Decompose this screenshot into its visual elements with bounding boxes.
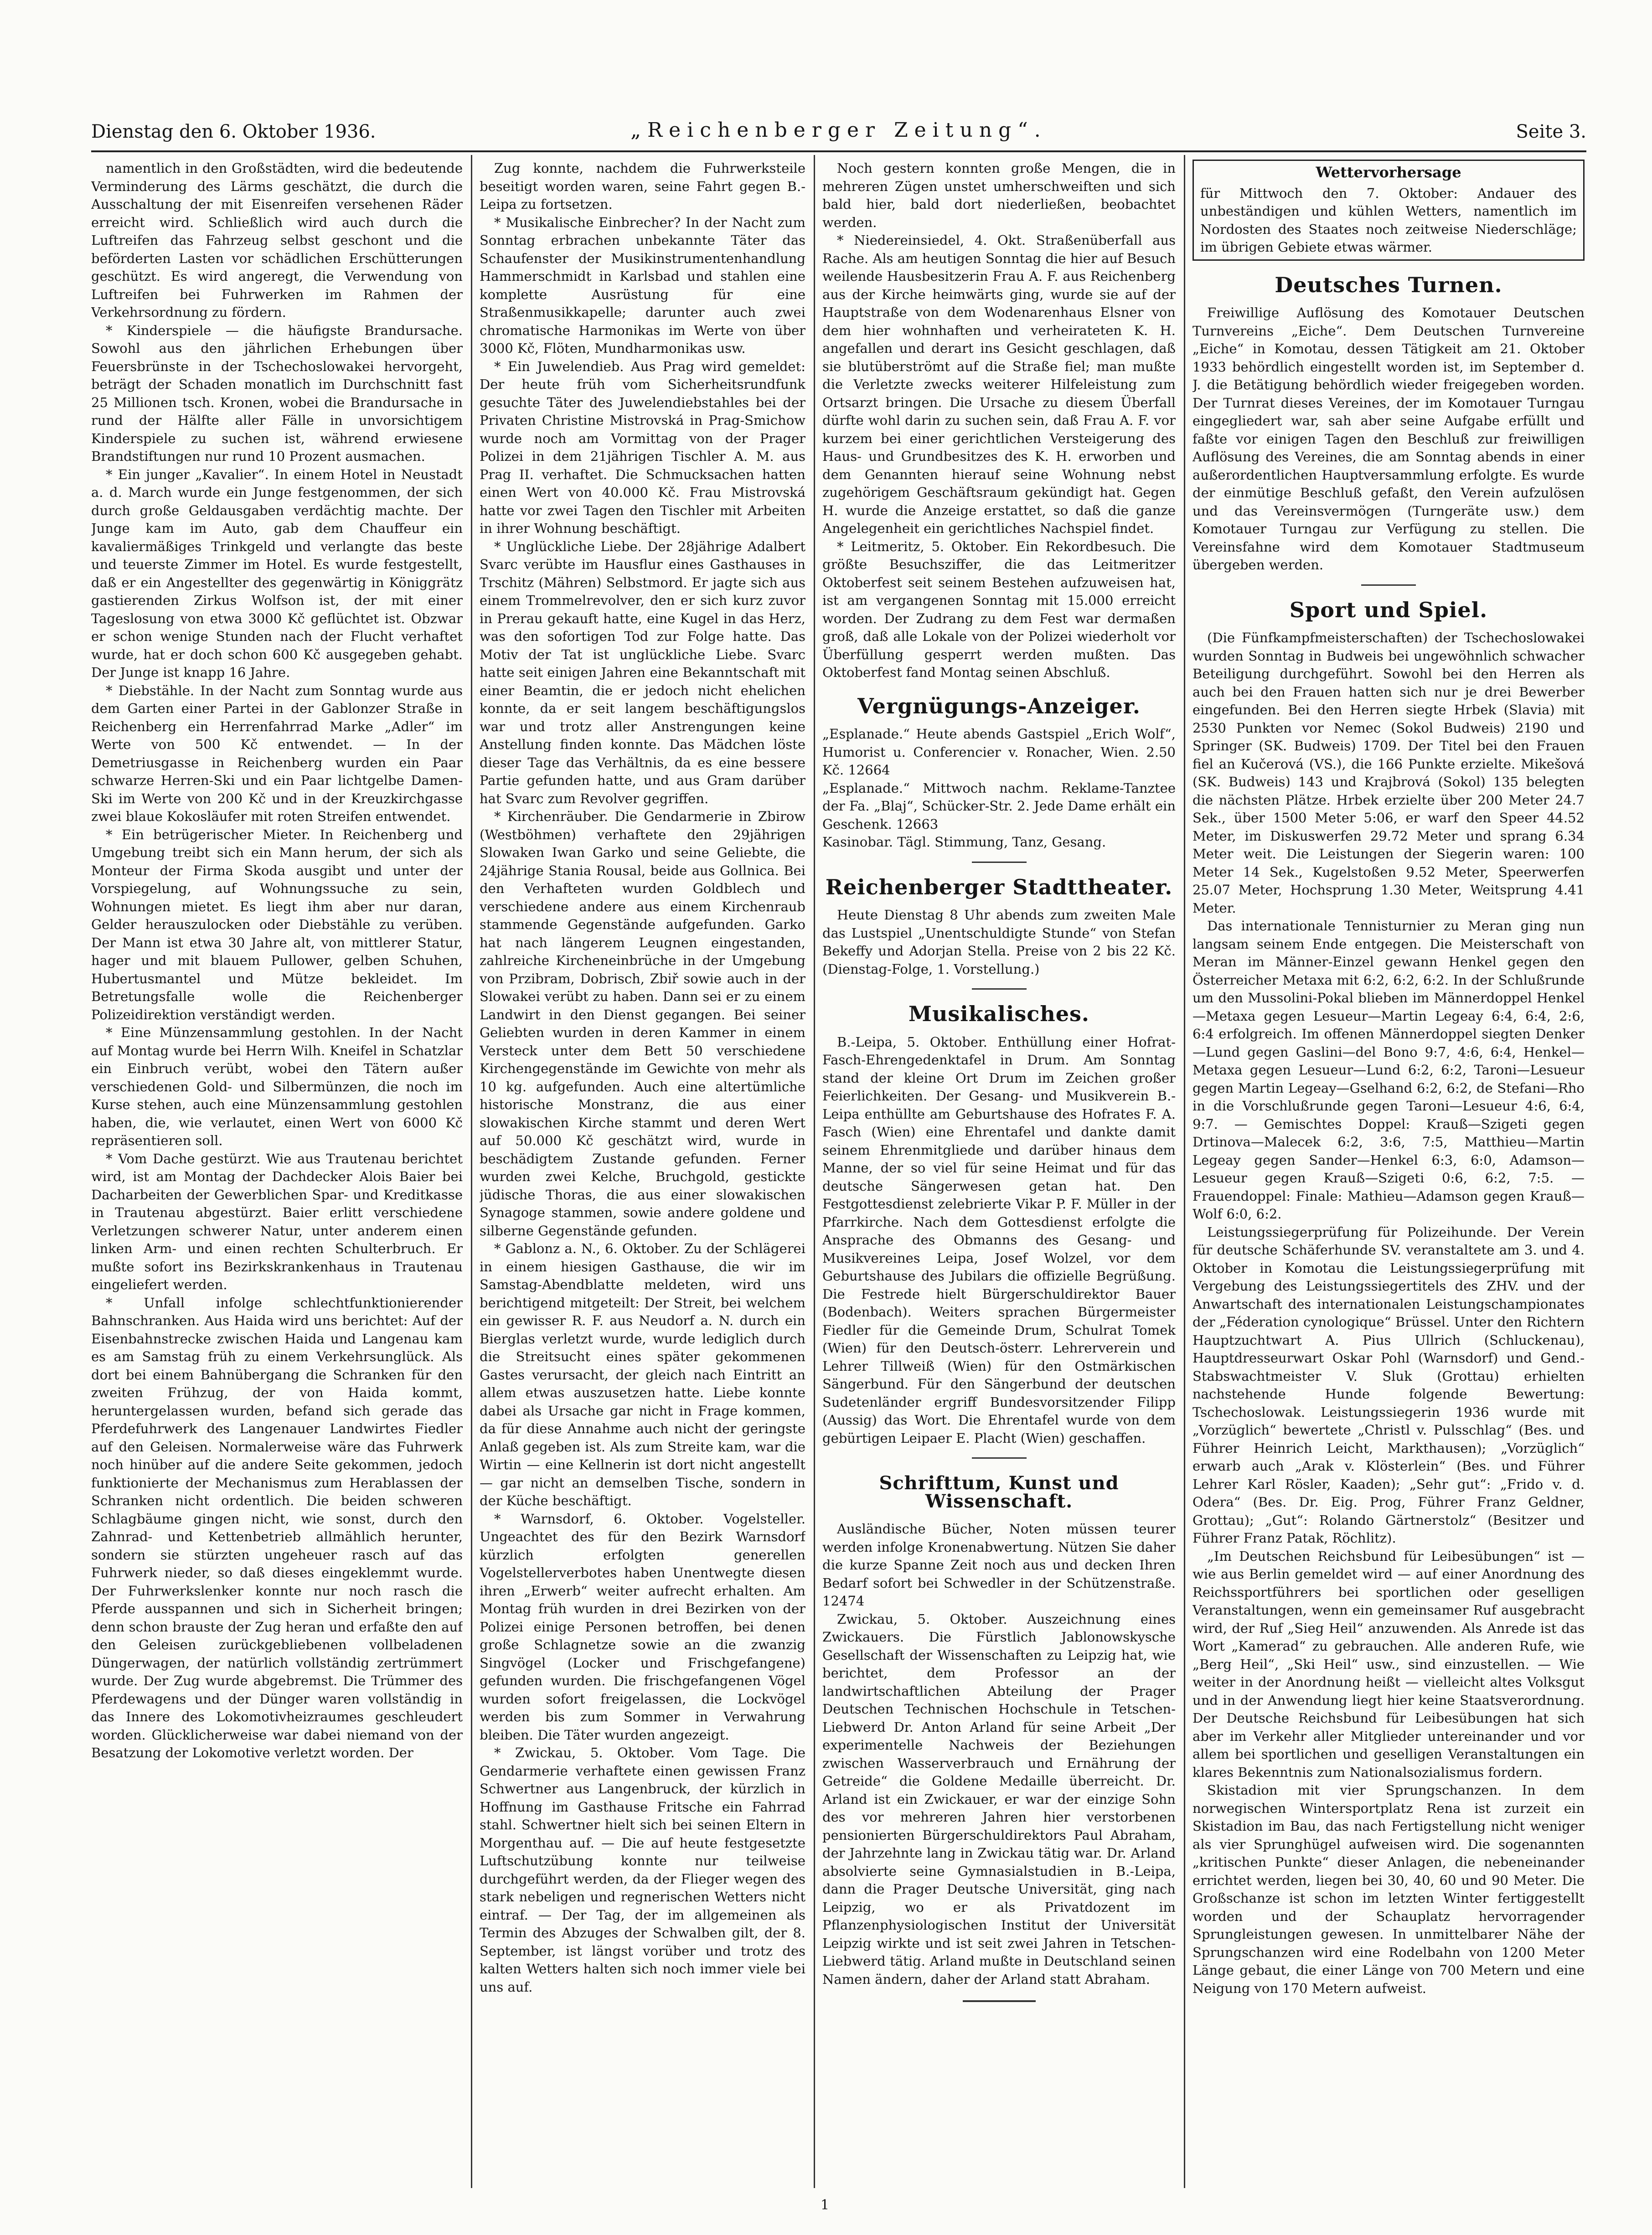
article-einbrecher: * Musikalische Einbrecher? In der Nacht zum Sonntag erbrachen unbekannte Täter das Schaufenster der Musikinstrumentenhandlung Hammerschmidt in Karlsbad und stahlen eine komplette Ausrüstung für eine Straßenmusikkapelle; darunter auch zwei chromatische Harmonikas im Werte von über 3000 Kč, Flöten, Mundharmonikas usw. [480, 214, 805, 356]
article-reichsbund: „Im Deutschen Reichsbund für Leibesübungen“ ist — wie aus Berlin gemeldet wird — auf einer Anordnung des Reichssportführers bei sportlichen oder geselligen Veranstaltungen, wenn ein gemeinsamer Ruf ausgebracht wird, der Ruf „Sieg Heil“ anzuwenden. Als Anrede ist das Wort „Kamerad“ zu gebrauchen. Alle anderen Rufe, wie „Berg Heil“, „Ski Heil“ usw., sind einzustellen. — Wie weiter in der Anordnung heißt — vielleicht altes Volksgut und in der Anwendung liegt hier keine Staatsverordnung. Der Deutsche Reichsbund für Leibesübungen hat sich aber im Verkehr aller Mitglieder untereinander und vor allem bei sportlichen und geselligen Veranstaltungen ein klares Bekenntnis zum Nationalsozialismus fordern. [1193, 1548, 1585, 1780]
column-1 [91, 160, 463, 2183]
article-kirchenraeuber: * Kirchenräuber. Die Gendarmerie in Zbirow (Westböhmen) verhaftete den 29jährigen Slowaken Iwan Garko und seine Geliebte, die 24jährige Stania Rousal, beide aus Gollnica. Bei den Verhafteten wurden Goldblech und verschiedene andere aus einem Kirchenraub stammende Gegenstände aufgefunden. Garko hat nach längerem Leugnen eingestanden, zahlreiche Kircheneinbrüche in der Umgebung von Przibram, Dobrisch, Zbiř sowie auch in der Slowakei verübt zu haben. Dann sei er zu einem Landwirt in den Dienst gegangen. Bei seiner Geliebten wurden in deren Kammer in einem Versteck unter dem Bett 50 verschiedene Kirchengegenstände im Gewichte von mehr als 10 kg. aufgefunden. Auch eine altertümliche historische Monstranz, die aus einer slowakischen Kirche stammt und deren Wert auf 50.000 Kč geschätzt wird, wurde in beschädigtem Zustande gefunden. Ferner wurden zwei Kelche, Bruchgold, gestickte jüdische Thoras, die aus einer slowakischen Synagoge stammen, sowie andere goldene und silberne Gegenstände gefunden. [480, 809, 805, 1239]
page-header [91, 115, 1586, 152]
article-juwelendieb: * Ein Juwelendieb. Aus Prag wird gemeldet: Der heute früh vom Sicherheitsrundfunk gesuchte Täter des Juwelendiebstahles bei der Privaten Christine Mistrovská in Prag-Smichow wurde noch am Vormittag von der Prager Polizei in dem 21jährigen Tischler A. M. aus Prag II. verhaftet. Die Schmucksachen hatten einen Wert von 40.000 Kč. Frau Mistrovská hatte vor zwei Tagen den Tischler mit Arbeiten in ihrer Wohnung beschäftigt. [480, 358, 805, 536]
article-kinderspiele: * Kinderspiele — die häufigste Brandursache. Sowohl aus den jährlichen Erhebungen über Feuersbrünste in der Tschechoslowakei hervorgeht, beträgt der Schaden monatlich im Durchschnitt fast 25 Millionen tsch. Kronen, wobei die Brandursache in rund der Hälfte aller Fälle in unvorsichtigem Kinderspiele zu suchen ist, während erwiesene Brandstiftungen nur rund 10 Prozent ausmachen. [91, 322, 463, 464]
article-books: Ausländische Bücher, Noten müssen teurer werden infolge Kronenabwertung. Nützen Sie daher die kurze Spanne Zeit noch aus und decken Ihren Bedarf sofort bei Schwedler in der Schützenstraße. 12474 [822, 1521, 1176, 1609]
article-continued: Noch gestern konnten große Mengen, die in mehreren Zügen unstet umherschweiften und sich bald hier, bald dort niederließen, beobachtet werden. [822, 160, 1176, 230]
advertisement: Kasinobar. Tägl. Stimmung, Tanz, Gesang. [822, 834, 1106, 850]
section-title: Musikalisches. [909, 1001, 1089, 1026]
article-fuenfkampf: (Die Fünfkampfmeisterschaften) der Tschechoslowakei wurden Sonntag in Budweis bei ungewöhnlich schwacher Beteiligung durchgeführt. Sowohl bei den Herren als auch bei den Frauen hatten sich nur je drei Bewerber eingefunden. Bei den Herren siegte Hrbek (Slavia) mit 2530 Punkten vor Nemec (Sokol Budweis) 2190 und Springer (SK. Budweis) 1709. Der Titel bei den Frauen fiel an Kučerová (VS.), die 166 Punkte erzielte. Mikešová (SK. Budweis) 143 und Krajbrová (Sokol) 135 belegten die nächsten Plätze. Hrbek erzielte über 200 Meter 24.7 Sek., über 1500 Meter 5:06, er warf den Speer 44.52 Meter, im Diskuswerfen 29.72 Meter und sprang 6.34 Meter weit. Die Leistungen der Siegerin waren: 100 Meter 14 Sek., Kugelstoßen 9.52 Meter, Speerwerfen 25.07 Meter, Hochsprung 1.30 Meter, Weitsprung 4.41 Meter. [1193, 630, 1585, 916]
article-tennis: Das internationale Tennisturnier zu Meran ging nun langsam seinem Ende entgegen. Die Meisterschaft von Meran im Männer-Einzel gewann Henkel gegen den Österreicher Metaxa mit 6:2, 6:2, 6:2. In der Schlußrunde um den Mussolini-Pokal blieben im Männerdoppel Henkel—Metaxa gegen Lesueur—Martin Legeay 6:4, 6:4, 2:6, 6:4 erfolgreich. Im offenen Männerdoppel siegten Denker—Lund gegen Gaslini—del Bono 9:7, 4:6, 6:4, Henkel—Metaxa gegen Lesueur—Lund 6:2, 6:2, Taroni—Lesueur gegen Martin Legeay—Gselhand 6:2, 6:2, de Stefani—Rho in die Vorschlußrunde gegen Taroni—Lesueur 4:6, 6:4, 9:7. — Gemischtes Doppel: Krauß—Szigeti gegen Drtinova—Malecek 6:2, 3:6, 7:5, Matthieu—Martin Legeay gegen Sander—Henkel 6:3, 6:0, Adamson—Lesueur gegen Krauß—Szigeti 0:6, 6:2, 7:5. — Frauendoppel: Finale: Mathieu—Adamson gegen Krauß—Wolf 6:0, 6:2. [1193, 918, 1585, 1222]
article-niedereinsiedel: * Niedereinsiedel, 4. Okt. Straßenüberfall aus Rache. Als am heutigen Sonntag die hier auf Besuch weilende Hausbesitzerin Frau A. F. aus Reichenberg aus der Kirche heimwärts ging, wurde sie auf der Hauptstraße von dem Wodenarenhaus Elsner von dem hier wohnhaften und verheirateten K. H. angefallen und derart ins Gesicht geschlagen, daß sie blutüberströmt auf die Straße fiel; man mußte die Verletzte zwecks weiterer Hilfeleistung zum Ortsarzt bringen. Die Ursache zu diesem Überfall dürfte wohl darin zu suchen sein, daß Frau A. F. vor kurzem bei einer gerichtlichen Versteigerung des Haus- und Grundbesitzes des K. H. erworben und dem Genannten hierauf seine Wohnung nebst zugehörigem Geschäftsraum gekündigt hat. Gegen H. wurde die Anzeige erstattet, so daß die ganze Angelegenheit ein gerichtliches Nachspiel findet. [822, 232, 1176, 536]
column-2 [480, 160, 805, 2183]
advertisement: „Esplanade.“ Heute abends Gastspiel „Erich Wolf“, Humorist u. Conferencier v. Ronacher, Wien. 2.50 Kč. 12664 [822, 726, 1176, 778]
section-title: Reichenberger Stadttheater. [825, 874, 1173, 899]
column-rule [471, 155, 472, 2188]
article-zwickau: * Zwickau, 5. Oktober. Vom Tage. Die Gendarmerie verhaftete einen gewissen Franz Schwertner aus Langenbruck, der kürzlich in Hoffnung im Gasthause Fritsche ein Fahrrad stahl. Schwertner hielt sich bei seinen Eltern in Morgenthau auf. — Die auf heute festgesetzte Luftschutzübung konnte nur teilweise durchgeführt werden, da der Flieger wegen des stark nebeligen und regnerischen Wetters nicht eintraf. — Der Tag, der im allgemeinen als Termin des Abzuges der Schwalben gilt, der 8. September, ist längst vorüber und trotz des kalten Wetters halten sich noch immer viele bei uns auf. [480, 1745, 805, 1995]
divider [963, 2000, 1036, 2002]
weather-forecast: für Mittwoch den 7. Oktober: Andauer des unbeständigen und kühlen Wetters, namentlich im Nordosten des Staates noch zeitweise Niederschläge; im übrigen Gebiete etwas wärmer. [1200, 185, 1577, 255]
article-theater: Heute Dienstag 8 Uhr abends zum zweiten Male das Lustspiel „Unentschuldigte Stunde“ von Stefan Bekeffy und Adorjan Stella. Preise von 2 bis 22 Kč. (Dienstag-Folge, 1. Vorstellung.) [822, 907, 1176, 977]
section-title: Vergnügungs-Anzeiger. [857, 693, 1141, 718]
article-continued: Zug konnte, nachdem die Fuhrwerksteile beseitigt worden waren, seine Fahrt gegen B.-Leipa zu fortsetzen. [480, 160, 805, 212]
column-3 [822, 160, 1176, 2183]
article-kavalier: * Ein junger „Kavalier“. In einem Hotel in Neustadt a. d. March wurde ein Junge festgenommen, der sich durch große Geldausgaben verdächtig machte. Der Junge kam im Auto, gab dem Chauffeur ein kavaliermäßiges Trinkgeld und verlangte das beste und teuerste Zimmer im Hotel. Es wurde festgestellt, daß er ein Angestellter des gegenwärtig in Königgrätz gastierenden Zirkus Wolfson ist, der mit einer Tageslosung von etwa 3000 Kč geflüchtet ist. Obzwar er schon wenige Stunden nach der Flucht verhaftet wurde, hat er doch schon 600 Kč ausgegeben gehabt. Der Junge ist knapp 16 Jahre. [91, 466, 463, 680]
article-dachdecker: * Vom Dache gestürzt. Wie aus Trautenau berichtet wird, ist am Montag der Dachdecker Alois Baier bei Dacharbeiten der Gewerblichen Spar- und Kreditkasse in Trautenau abgestürzt. Baier erlitt verschiedene Verletzungen schwerer Natur, unter anderem einen linken Arm- und einen rechten Schulterbruch. Er mußte sofort ins Bezirkskrankenhaus in Trautenau eingeliefert werden. [91, 1151, 463, 1292]
section-title: Sport und Spiel. [1289, 597, 1488, 622]
article-diebstaehle: * Diebstähle. In der Nacht zum Sonntag wurde aus dem Garten einer Partei in der Gablonzer Straße in Reichenberg ein Herrenfahrrad Marke „Adler“ im Werte von 500 Kč entwendet. — In der Demetriusgasse in Reichenberg wurden ein Paar schwarze Herren-Ski und ein Paar lichtgelbe Damen-Ski im Werte von 200 Kč und in der Kreuzkirchgasse zwei blaue Kokosläufer mit roten Streifen entwendet. [91, 682, 463, 824]
advertisement: „Esplanade.“ Mittwoch nachm. Reklame-Tanztee der Fa. „Blaj“, Schücker-Str. 2. Jede Dame erhält ein Geschenk. 12663 [822, 780, 1176, 832]
article-polizeihunde: Leistungssiegerprüfung für Polizeihunde. Der Verein für deutsche Schäferhunde SV. veranstaltete am 3. und 4. Oktober in Komotau die Leistungssiegerprüfung mit Vergebung des Leistungssiegertitels des ZHV. und der Anwartschaft des internationalen Leistungschampionates der „Féderation cynologique“ Brüssel. Unter den Richtern Hauptzuchtwart A. Pius Ullrich (Schluckenau), Hauptdresseurwart Oskar Pohl (Warnsdorf) und Gend.-Stabswachtmeister V. Sluk (Grottau) erhielten nachstehende Hunde folgende Bewertung: Tschechoslowak. Leistungssiegerin 1936 wurde mit „Vorzüglich“ bewertete „Christl v. Pulsschlag“ (Bes. und Führer Heinrich Leicht, Markthausen); „Vorzüglich“ erwarb auch „Arak v. Klösterlein“ (Bes. und Führer Lehrer Karl Rösler, Kaaden); „Sehr gut“: „Frido v. d. Odera“ (Bes. Dr. Eig. Prog, Führer Franz Geldner, Grottau); „Gut“: Rolando Gärtnerstolz“ (Besitzer und Führer Franz Patak, Röchlitz). [1193, 1224, 1585, 1546]
article-turnen: Freiwillige Auflösung des Komotauer Deutschen Turnvereins „Eiche“. Dem Deutschen Turnvereine „Eiche“ in Komotau, dessen Tätigkeit am 21. Oktober 1933 behördlich eingestellt worden ist, im September d. J. die Betätigung behördlich wieder freigegeben worden. Der Turnrat dieses Vereines, der im Komotauer Turngau eingegliedert war, sah aber seine Aufgabe erfüllt und faßte vor einigen Tagen den Beschluß zur freiwilligen Auflösung des Vereines, die am Sonntag abends in einer außerordentlichen Hauptversammlung erfolgte. Es wurde der einmütige Beschluß gefaßt, den Verein aufzulösen und das Vereinsvermögen (Turngeräte usw.) dem Komotauer Turngau zur Verfügung zu stellen. Die Vereinsfahne wird dem Komotauer Stadtmuseum übergeben werden. [1193, 305, 1585, 573]
column-4 [1193, 160, 1585, 2183]
article-gablonz: * Gablonz a. N., 6. Oktober. Zu der Schlägerei in einem hiesigen Gasthause, die wir im Samstag-Abendblatte meldeten, wird uns berichtigend mitgeteilt: Der Streit, bei welchem ein gewisser R. F. aus Neudorf a. N. durch ein Bierglas verletzt wurde, wurde lediglich durch die Streitsucht eines später gekommenen Gastes verursacht, der gleich nach Eintritt an allem etwas auszusetzen hatte. Liebe konnte dabei als Ursache gar nicht in Frage kommen, da für diese Annahme auch nicht der geringste Anlaß gegeben ist. Als zum Streite kam, war die Wirtin — eine Kellnerin ist dort nicht angestellt — gar nicht an demselben Tische, sondern in der Küche beschäftigt. [480, 1241, 805, 1508]
article-liebe: * Unglückliche Liebe. Der 28jährige Adalbert Svarc verübte im Hausflur eines Gasthauses in Trschitz (Mähren) Selbstmord. Er jagte sich aus einem Trommelrevolver, den er sich kurz zuvor in Prerau gekauft hatte, eine Kugel in das Herz, was den sofortigen Tod zur Folge hatte. Das Motiv der Tat ist unglückliche Liebe. Svarc hatte seit einigen Jahren eine Bekanntschaft mit einer Beamtin, die er jedoch nicht ehelichen konnte, da er seit langem beschäftigungslos war und trotz aller Anstrengungen keine Anstellung finden konnte. Das Mädchen löste dieser Tage das Verhältnis, da es eine bessere Partie gefunden hatte, und aus Gram darüber hat Svarc zum Revolver gegriffen. [480, 538, 805, 806]
article-music: B.-Leipa, 5. Oktober. Enthüllung einer Hofrat-Fasch-Ehrengedenktafel in Drum. Am Sonntag stand der kleine Ort Drum im Zeichen großer Feierlichkeiten. Der Gesang- und Musikverein B.-Leipa enthüllte am Geburtshause des Hofrates F. A. Fasch (Wien) eine Ehrentafel und dankte damit seinem Ehrenmitgliede und darüber hinaus dem Manne, der so viel für seine Heimat und für das deutsche Sängerwesen getan hat. Den Festgottesdienst zelebrierte Vikar P. F. Müller in der Pfarrkirche. Nach dem Gottesdienst erfolgte die Ansprache des Obmanns des Gesang- und Musikvereines Leipa, Josef Wolzel, vor dem Geburtshause des Jubilars die offizielle Begrüßung. Die Festrede hielt Bürgerschuldirektor Bauer (Bodenbach). Weiters sprachen Bürgermeister Fiedler für die Gemeinde Drum, Schulrat Tomek (Wien) für den Deutsch-österr. Lehrerverein und Lehrer Tillweiß (Wien) für den Ostmärkischen Sängerbund. Für den Sängerbund der deutschen Sudetenländer ergriff Bundesvorsitzender Filipp (Aussig) das Wort. Die Ehrentafel wurde von dem gebürtigen Leipaer E. Placht (Wien) geschaffen. [822, 1034, 1176, 1446]
weather-title: Wettervorhersage [1316, 164, 1461, 181]
divider [972, 988, 1027, 990]
article-skistadion: Skistadion mit vier Sprungschanzen. In dem norwegischen Wintersportplatz Rena ist zurzeit ein Skistadion im Bau, das nach Fertigstellung nicht weniger als vier Sprunghügel aufweisen wird. Die sogenannten „kritischen Punkte“ dieser Anlagen, die nebeneinander errichtet werden, liegen bei 30, 40, 60 und 90 Meter. Die Großschanze ist schon im letzten Winter fertiggestellt worden und der Schauplatz hervorragender Sprungleistungen gewesen. In unmittelbarer Nähe der Sprungschanzen wird eine Rodelbahn von 1200 Meter Länge gebaut, die einer Länge von 700 Metern und eine Neigung von 170 Metern aufweist. [1193, 1782, 1585, 1996]
divider [972, 1457, 1027, 1459]
article-warnsdorf: * Warnsdorf, 6. Oktober. Vogelsteller. Ungeachtet des für den Bezirk Warnsdorf kürzlich erfolgten generellen Vogelstellerverbotes haben Unentwegte diesen ihren „Erwerb“ weiter aufrecht erhalten. Am Montag früh wurden in drei Bezirken von der Polizei einige Personen betroffen, bei denen große Schlagnetze sowie an die zwanzig Singvögel (Locker und Frischgefangene) gefunden wurden. Die frischgefangenen Vögel wurden sofort freigelassen, die Lockvögel werden bis zum Sommer in Verwahrung bleiben. Die Täter wurden angezeigt. [480, 1511, 805, 1743]
divider [972, 862, 1027, 863]
article-bahnschranken: * Unfall infolge schlechtfunktionierender Bahnschranken. Aus Haida wird uns berichtet: Auf der Eisenbahnstrecke zwischen Haida und Langenau kam es am Samstag früh zu einem Verkehrsunglück. Als dort bei einem Bahnübergang die Schranken für den zweiten Frühzug, der von Haida kommt, heruntergelassen wurden, befand sich gerade das Pferdefuhrwerk des Langenauer Landwirtes Fiedler auf den Geleisen. Normalerweise wäre das Fuhrwerk noch hinüber auf die andere Seite gekommen, jedoch funktionierte der Mechanismus zum Herablassen der Schranken nicht ordentlich. Die beiden schweren Schlagbäume gingen nicht, wie sonst, durch den Zahnrad- und Kettenbetrieb allmählich herunter, sondern sie stürzten ungeheuer rasch auf das Fuhrwerk nieder, so daß dieses eingeklemmt wurde. Der Fuhrwerkslenker konnte nur noch rasch die Pferde ausspannen und sich in Sicherheit bringen; denn schon brauste der Zug heran und erfaßte den auf den Geleisen zurückgebliebenen vollbeladenen Düngerwagen, der natürlich vollständig zertrümmert wurde. Der Zug wurde abgebremst. Die Trümmer des Pferdewagens und der Dünger waren vollständig in das Innere des Lokomotivheizraumes geschleudert worden. Glücklicherweise war dabei niemand von der Besatzung der Lokomotive verletzt worden. Der [91, 1295, 463, 1760]
section-title: Deutsches Turnen. [1275, 272, 1502, 297]
article-continued: namentlich in den Großstädten, wird die bedeutende Verminderung des Lärms geschätzt, die durch die Ausschaltung der mit Eisenreifen versehenen Räder erreicht wird. Schließlich wird auch durch die Luftreifen das Fahrzeug selbst geschont und die beförderten Lasten vor schädlichen Erschütterungen geschützt. Es wird angeregt, die Verwendung von Luftreifen bei Fuhrwerken im Rahmen der Verkehrsordnung zu fördern. [91, 160, 463, 320]
article-mieter: * Ein betrügerischer Mieter. In Reichenberg und Umgebung treibt sich ein Mann herum, der sich als Monteur der Firma Skoda ausgibt und unter der Vorspiegelung, auf Wohnungssuche zu sein, Wohnungen mietet. Es liegt ihm aber nur daran, Gelder herauszulocken oder Diebstähle zu verüben. Der Mann ist etwa 30 Jahre alt, von mittlerer Statur, hager und mit blauem Pullower, gelben Schuhen, Hubertusmantel und Mütze bekleidet. Im Betretungsfalle wolle die Reichenberger Polizeidirektion verständigt werden. [91, 826, 463, 1022]
divider [1361, 584, 1416, 586]
article-zwickau-award: Zwickau, 5. Oktober. Auszeichnung eines Zwickauers. Die Fürstlich Jablonowskysche Gesellschaft der Wissenschaften zu Leipzig hat, wie berichtet, dem Professor an der landwirtschaftlichen Abteilung der Prager Deutschen Technischen Hochschule in Tetschen-Liebwerd Dr. Anton Arland für seine Arbeit „Der experimentelle Nachweis der Beziehungen zwischen Wasserverbrauch und Ernährung der Getreide“ die Goldene Medaille überreicht. Dr. Arland ist ein Zwickauer, er war der einzige Sohn des vor mehreren Jahren hier verstorbenen pensionierten Bürgerschuldirektors Paul Abraham, der Jahrzehnte lang in Zwickau tätig war. Dr. Arland absolvierte seine Gymnasialstudien in B.-Leipa, dann die Prager Deutsche Universität, ging nach Leipzig, wo er als Privatdozent im Pflanzenphysiologischen Institut der Universität Leipzig wirkte und ist seit zwei Jahren in Tetschen-Liebwerd tätig. Arland mußte in Deutschland seinen Namen ändern, daher der Arland statt Abraham. [822, 1611, 1176, 1987]
weather-box [1193, 160, 1585, 261]
page-footer-mark: 1 [821, 2197, 830, 2213]
article-leitmeritz: * Leitmeritz, 5. Oktober. Ein Rekordbesuch. Die größte Besuchsziffer, die das Leitmeritzer Oktoberfest seit seinem Bestehen aufzuweisen hat, ist am vergangenen Sonntag mit 15.000 erreicht worden. Der Zudrang zu dem Fest war dermaßen groß, daß alle Lokale von der Polizei wiederholt vor Überfüllung gesperrt werden mußten. Das Oktoberfest fand Montag seinen Abschluß. [822, 538, 1176, 680]
column-rule [814, 155, 815, 2188]
issue-date: Dienstag den 6. Oktober 1936. [91, 121, 376, 142]
article-muenzensammlung: * Eine Münzensammlung gestohlen. In der Nacht auf Montag wurde bei Herrn Wilh. Kneifel in Schatzlar ein Einbruch verübt, wobei den Tätern außer verschiedenen Gold- und Silbermünzen, die noch im Kurse stehen, auch eine Münzensammlung gestohlen haben, die, wie verlautet, einen Wert von 6000 Kč repräsentieren soll. [91, 1025, 463, 1148]
newspaper-title: „Reichenberger Zeitung“. [630, 119, 1047, 142]
column-rule [1184, 155, 1185, 2188]
page-number: Seite 3. [1516, 121, 1586, 142]
section-title: Schrifttum, Kunst und Wissenschaft. [879, 1472, 1119, 1512]
